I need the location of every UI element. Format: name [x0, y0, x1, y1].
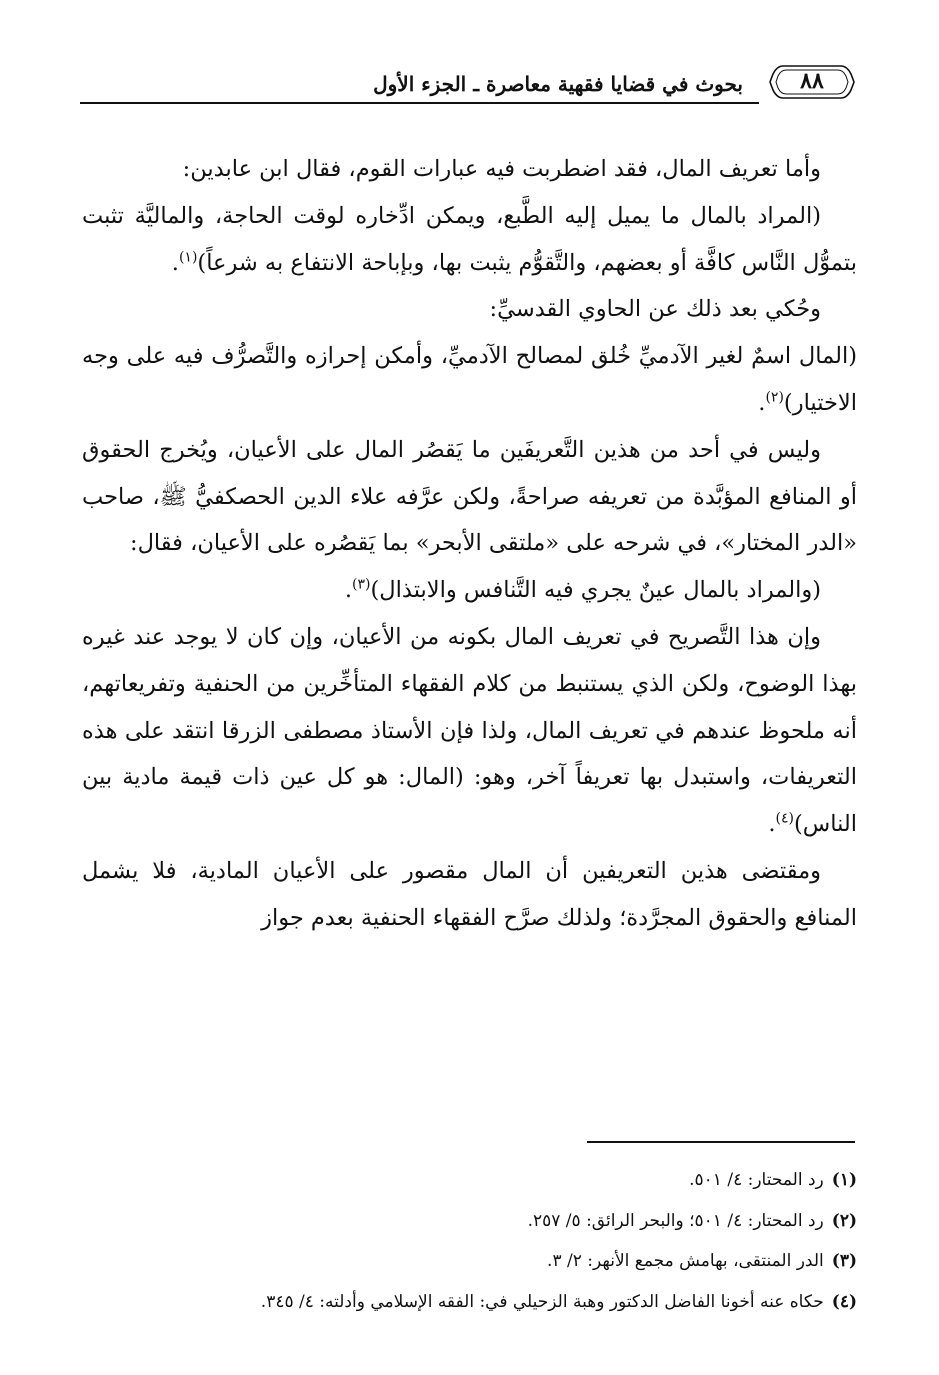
sentence-end: .: [171, 249, 179, 276]
footnote-text: حكاه عنه أخونا الفاضل الدكتور وهبة الزحيلي في: الفقه الإسلامي وأدلته: ٤/ ٣٤٥.: [260, 1291, 824, 1312]
page-header: [80, 62, 855, 112]
paragraph-6: [82, 567, 857, 614]
paragraph-2: [82, 193, 857, 287]
quote-text: (المال اسمٌ لغير الآدميِّ خُلق لمصالح الآدميِّ، وأمكن إحرازه والتَّصرُّف فيه على وجه الاختيار): [82, 343, 857, 416]
footnote-marker: (٢): [831, 1210, 857, 1231]
footnote-marker: (٤): [831, 1291, 857, 1312]
footnote-marker: (٣): [831, 1251, 857, 1271]
footnote-text: رد المحتار: ٤/ ٥٠١.: [689, 1170, 824, 1190]
page-number: ٨٨: [800, 68, 824, 94]
footnote-text: الدر المنتقى، بهامش مجمع الأنهر: ٢/ ٣.: [547, 1251, 824, 1271]
running-title: بحوث في قضايا فقهية معاصرة ـ الجزء الأول: [373, 72, 743, 96]
quote-text: (المراد بالمال ما يميل إليه الطَّبع، ويمكن ادِّخاره لوقت الحاجة، والماليَّة تثبت بتموُّل النَّاس كافَّة أو بعضهم، والتَّقوُّم يثبت بها، وبإباحة الانتفاع به شرعاً): [82, 202, 857, 276]
paragraph-3: وحُكي بعد ذلك عن الحاوي القدسيِّ:: [489, 296, 821, 323]
footnotes: [100, 1160, 857, 1322]
header-rule: [80, 102, 759, 104]
paragraph-text: وإن هذا التَّصريح في تعريف المال بكونه من الأعيان، وإن كان لا يوجد عند غيره بهذا الوضوح، ولكن الذي يستنبط من كلام الفقهاء المتأخِّرين من الحنفية وتفريعاتهم، أنه ملحوظ عندهم في تعريف المال، ولذا فإن الأستاذ مصطفى الزرقا انتقد على هذه التعريفات، واستبدل بها تعريفاً آخر، وهو: (المال: هو كل عين ذات قيمة مادية بين الناس): [82, 623, 857, 838]
paragraph-7: [82, 614, 857, 848]
footnote-ref-3[interactable]: (٣): [352, 576, 371, 593]
main-text: [82, 146, 857, 942]
footnote-4: [100, 1282, 857, 1323]
footnote-ref-2[interactable]: (٢): [765, 389, 784, 406]
page-number-badge: [769, 62, 855, 102]
footnote-marker: (١): [831, 1170, 857, 1190]
paragraph-5: وليس في أحد من هذين التَّعريفَين ما يَقصُر المال على الأعيان، ويُخرج الحقوق أو المنافع المؤبَّدة من تعريفه صراحةً، ولكن عرَّفه علاء الدين الحصكفيُّ ﷺ، صاحب «الدر المختار»، في شرحه على «ملتقى الأبحر» بما يَقصُره على الأعيان، فقال:: [82, 436, 857, 557]
footnote-ref-4[interactable]: (٤): [775, 810, 794, 827]
sentence-end: .: [344, 577, 353, 604]
sentence-end: .: [758, 389, 766, 416]
paragraph-4: [82, 333, 857, 427]
quote-text: (والمراد بالمال عينٌ يجري فيه التَّنافس والابتذال): [370, 577, 821, 604]
footnote-ref-1[interactable]: (١): [178, 249, 198, 266]
footnote-text: رد المحتار: ٤/ ٥٠١؛ والبحر الرائق: ٥/ ٢٥٧.: [527, 1210, 824, 1231]
paragraph-8: ومقتضى هذين التعريفين أن المال مقصور على الأعيان المادية، فلا يشمل المنافع والحقوق المجرَّدة؛ ولذلك صرَّح الفقهاء الحنفية بعدم جواز: [82, 857, 857, 931]
sentence-end: .: [768, 811, 776, 838]
footnote-1: [100, 1160, 857, 1201]
footnote-2: [100, 1201, 857, 1242]
paragraph-1: وأما تعريف المال، فقد اضطربت فيه عبارات القوم، فقال ابن عابدين:: [182, 156, 821, 182]
footnote-3: [100, 1241, 857, 1282]
footnote-separator: [587, 1141, 855, 1143]
